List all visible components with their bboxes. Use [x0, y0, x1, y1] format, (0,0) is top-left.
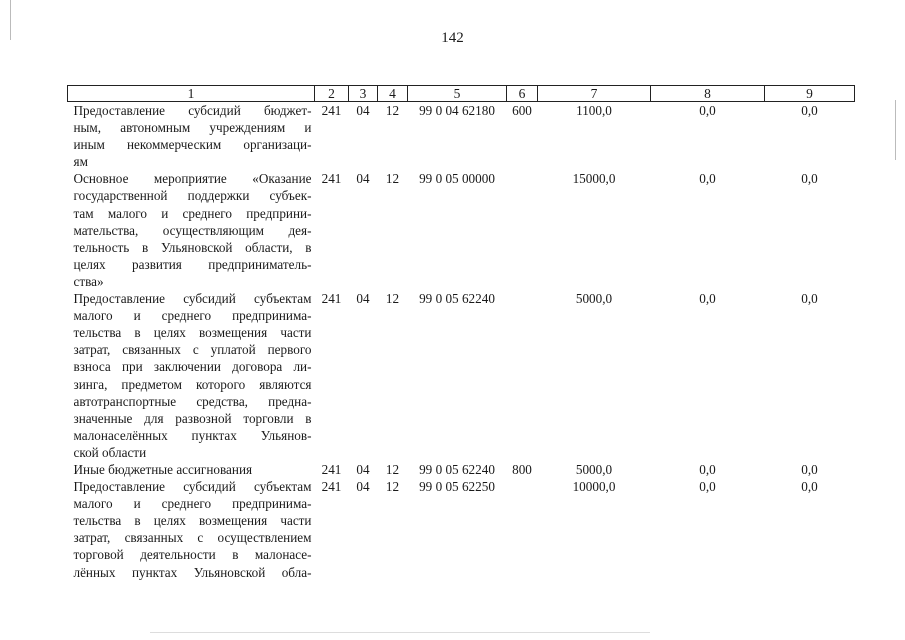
expense-type-code: 600 — [512, 103, 532, 118]
chapter-code: 241 — [321, 103, 342, 118]
row-name-line: ям — [73, 154, 88, 170]
column-header: 2 — [315, 86, 349, 102]
amount-col-8: 0,0 — [699, 171, 716, 187]
row-name-line: тельность в Ульяновской области, в — [73, 239, 312, 255]
amount-col-7: 10000,0 — [572, 479, 616, 495]
row-name-line: значенные для развозной торговли в — [73, 410, 312, 426]
chapter-code: 241 — [321, 171, 342, 187]
expense-type-code: 800 — [512, 461, 532, 477]
chapter-code: 241 — [321, 479, 342, 495]
chapter-code: 241 — [321, 461, 342, 477]
table-row — [68, 290, 855, 461]
amount-col-8: 0,0 — [699, 103, 716, 118]
row-name-line: зинга, предметом которого являются — [73, 376, 312, 392]
table-row — [68, 461, 855, 478]
target-article-code: 99 0 05 62250 — [419, 479, 495, 495]
expense-type-code — [507, 290, 538, 461]
row-name-line: ской области — [73, 444, 147, 460]
amount-col-9: 0,0 — [801, 171, 818, 187]
section-code: 04 — [356, 461, 370, 477]
row-name-line: целях развития предприниматель- — [73, 256, 312, 272]
amount-col-7: 1100,0 — [576, 103, 612, 118]
row-name-line: Иные бюджетные ассигнования — [73, 461, 253, 477]
row-name-cell — [68, 290, 315, 461]
section-code: 04 — [356, 103, 370, 118]
section-code: 04 — [356, 171, 370, 187]
row-name-cell — [68, 461, 315, 478]
column-header: 4 — [378, 86, 408, 102]
amount-col-8: 0,0 — [699, 291, 716, 307]
table-row — [68, 102, 855, 171]
row-name-line: Предоставление субсидий субъектам — [73, 291, 312, 307]
amount-col-7: 15000,0 — [572, 171, 616, 187]
target-article-code: 99 0 05 62240 — [419, 291, 495, 307]
amount-col-9: 0,0 — [801, 291, 818, 307]
page-number: 142 — [441, 30, 464, 46]
row-name-line: ства» — [73, 273, 104, 289]
table-header-row — [68, 86, 855, 102]
row-name-cell — [68, 478, 315, 581]
row-name-line: малого и среднего предпринима- — [73, 308, 312, 324]
column-header: 7 — [538, 86, 651, 102]
expense-type-code — [507, 170, 538, 290]
section-code: 04 — [356, 291, 370, 307]
table-row — [68, 478, 855, 581]
row-name-line: автотранспортные средства, предна- — [73, 393, 312, 409]
section-code: 04 — [356, 479, 370, 495]
subsection-code: 12 — [385, 479, 400, 495]
row-name-line: лённых пунктах Ульяновской обла- — [73, 564, 312, 580]
row-name-line: иным некоммерческим организаци- — [73, 137, 312, 153]
row-name-line: малонаселённых пунктах Ульянов- — [73, 427, 312, 443]
column-header: 6 — [507, 86, 538, 102]
target-article-code: 99 0 05 00000 — [419, 171, 495, 187]
amount-col-9: 0,0 — [801, 103, 818, 118]
target-article-code: 99 0 04 62180 — [419, 103, 495, 118]
column-header: 1 — [68, 86, 315, 102]
amount-col-9: 0,0 — [801, 461, 818, 477]
row-name-line: государственной поддержки субъек- — [73, 188, 312, 204]
row-name-cell — [68, 170, 315, 290]
subsection-code: 12 — [385, 291, 400, 307]
subsection-code: 12 — [385, 171, 400, 187]
target-article-code: 99 0 05 62240 — [419, 461, 495, 477]
scan-edge-mark — [150, 632, 650, 633]
table-row — [68, 170, 855, 290]
amount-col-8: 0,0 — [699, 479, 716, 495]
amount-col-7: 5000,0 — [575, 461, 613, 477]
subsection-code: 12 — [385, 103, 400, 118]
expense-type-code — [507, 478, 538, 581]
subsection-code: 12 — [385, 461, 400, 477]
row-name-line: затрат, связанных с осуществлением — [73, 530, 312, 546]
row-name-line: тельства в целях возмещения части — [73, 513, 312, 529]
row-name-line: мательства, осуществляющим дея- — [73, 222, 312, 238]
chapter-code: 241 — [321, 291, 342, 307]
amount-col-8: 0,0 — [699, 461, 716, 477]
row-name-line: затрат, связанных с уплатой первого — [73, 342, 312, 358]
row-name-line: Предоставление субсидий бюджет- — [73, 103, 312, 118]
scan-edge-mark — [895, 100, 896, 160]
column-header: 9 — [765, 86, 855, 102]
budget-table — [67, 85, 855, 581]
row-name-line: Основное мероприятие «Оказание — [73, 171, 312, 187]
row-name-line: взноса при заключении договора ли- — [73, 359, 312, 375]
column-header: 5 — [408, 86, 507, 102]
column-header: 3 — [349, 86, 378, 102]
row-name-line: тельства в целях возмещения части — [73, 325, 312, 341]
row-name-cell — [68, 102, 315, 171]
amount-col-7: 5000,0 — [575, 291, 613, 307]
row-name-line: там малого и среднего предприни- — [73, 205, 312, 221]
scan-edge-mark — [10, 0, 11, 40]
row-name-line: малого и среднего предпринима- — [73, 496, 312, 512]
row-name-line: торговой деятельности в малонасе- — [73, 547, 312, 563]
amount-col-9: 0,0 — [801, 479, 818, 495]
row-name-line: Предоставление субсидий субъектам — [73, 479, 312, 495]
column-header: 8 — [651, 86, 765, 102]
row-name-line: ным, автономным учреждениям и — [73, 120, 312, 136]
